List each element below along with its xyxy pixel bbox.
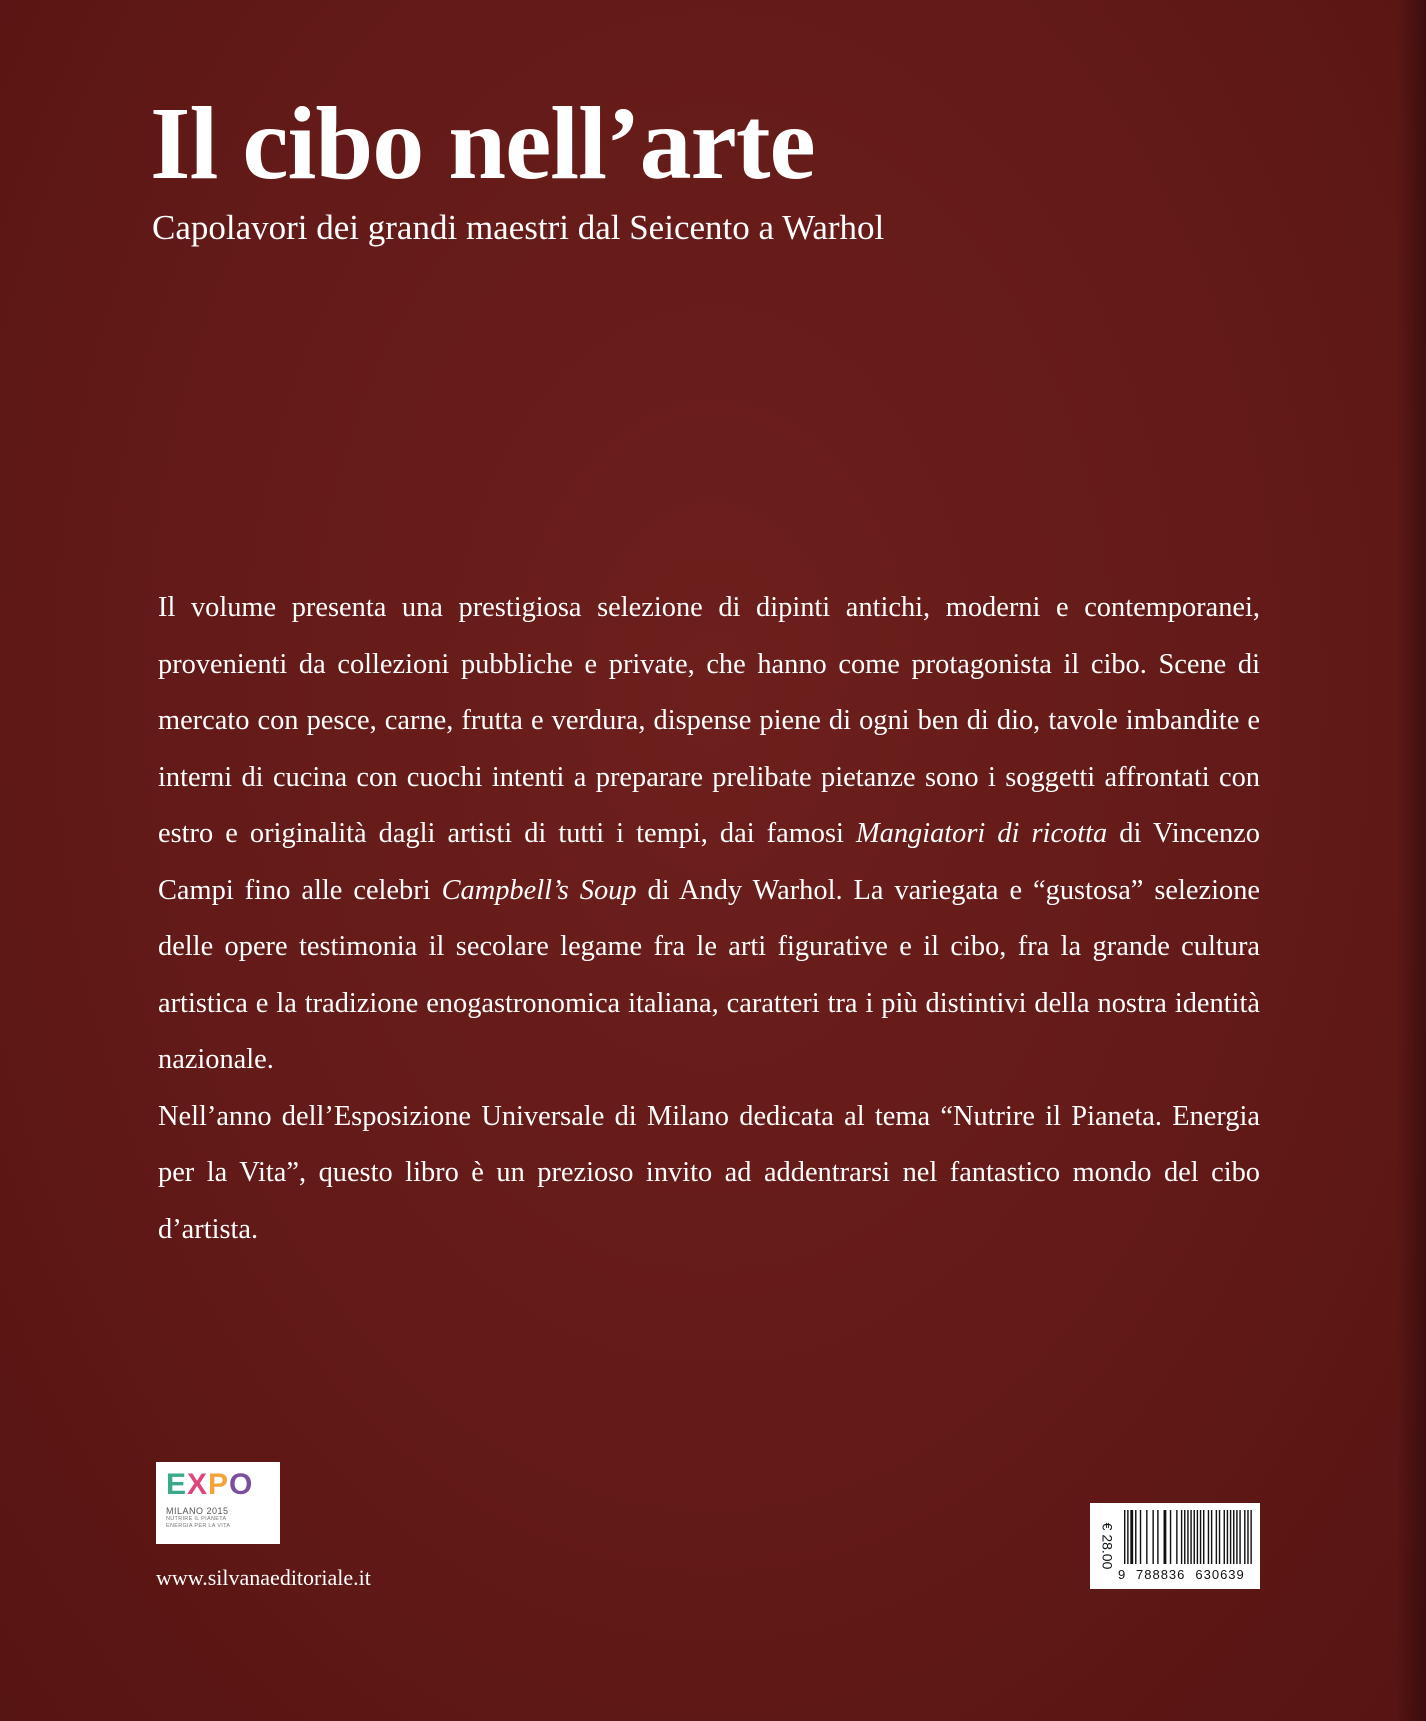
barcode-bar	[1176, 1510, 1177, 1564]
barcode-bar	[1181, 1510, 1182, 1564]
expo-theme-line: NUTRIRE IL PIANETA	[166, 1516, 227, 1522]
expo-letter: P	[208, 1468, 230, 1501]
expo-letter: E	[166, 1468, 188, 1501]
barcode-bar	[1152, 1510, 1153, 1564]
barcode-bar	[1130, 1510, 1133, 1564]
barcode-bar	[1170, 1510, 1171, 1564]
artwork-title-mangiatori: Mangiatori di ricotta	[855, 818, 1108, 849]
description-paragraph-2: Nell’anno dell’Esposizione Universale di Milano dedicata al tema “Nutrire il Pianeta. Energia per la Vita”, questo libro è un prezioso invito ad addentrarsi nel fantastico mondo del cibo d’artista.	[158, 1100, 1260, 1245]
barcode-bar	[1200, 1510, 1201, 1564]
barcode-bar	[1227, 1510, 1228, 1564]
barcode-bar	[1250, 1510, 1251, 1564]
barcode-right-digits: 630639	[1195, 1567, 1245, 1582]
barcode-bar	[1164, 1510, 1167, 1564]
barcode-bar	[1127, 1510, 1128, 1564]
expo-2015-logo	[156, 1462, 280, 1544]
expo-city-year: MILANO 2015	[166, 1506, 229, 1516]
barcode-icon	[1124, 1510, 1252, 1568]
page-edge-shadow	[1396, 0, 1426, 1721]
barcode-number	[1118, 1567, 1256, 1583]
barcode-bar	[1233, 1510, 1234, 1564]
barcode-bar	[1157, 1510, 1158, 1564]
barcode-bar	[1146, 1510, 1147, 1564]
expo-theme-line: ENERGIA PER LA VITA	[166, 1522, 231, 1529]
price-text: € 28.00	[1099, 1522, 1115, 1570]
barcode-bar	[1135, 1510, 1136, 1564]
barcode-left-digits: 788836	[1136, 1567, 1186, 1582]
description-paragraph-1	[158, 580, 1260, 1089]
description-text: Il volume presenta una prestigiosa selezione di dipinti antichi, moderni e contemporanei, provenienti da collezioni pubbliche e private, che hanno come protagonista il cibo. Scene di mercato con pesce, carne, frutta e verdura, dispense piene di ogni ben di dio, tavole imbandite e interni di cucina con cuochi intenti a preparare prelibate pietanze sono i soggetti affrontati con estro e originalità dagli artisti di tutti i tempi, dai famosi	[158, 592, 1260, 849]
barcode-bar	[1211, 1510, 1212, 1564]
book-description	[158, 580, 1260, 1258]
publisher-website: www.silvanaeditoriale.it	[156, 1565, 371, 1590]
barcode-bar	[1190, 1510, 1191, 1564]
barcode-bar	[1236, 1510, 1237, 1564]
artwork-title-campbells: Campbell’s Soup	[441, 874, 637, 906]
barcode-bar	[1244, 1510, 1245, 1564]
expo-wordmark	[166, 1470, 270, 1500]
barcode-bar	[1140, 1510, 1141, 1564]
expo-letter: O	[229, 1468, 254, 1501]
barcode-first-digit: 9	[1118, 1567, 1126, 1582]
barcode-bar	[1208, 1510, 1209, 1564]
description-text: di Vincenzo Campi fino alle celebri	[158, 818, 1260, 906]
barcode-bar	[1239, 1510, 1240, 1564]
barcode-bar	[1224, 1510, 1225, 1564]
barcode-bar	[1124, 1510, 1125, 1564]
barcode-bar	[1230, 1510, 1231, 1564]
book-subtitle: Capolavori dei grandi maestri dal Seicento a Warhol	[152, 208, 885, 247]
barcode-bar	[1219, 1510, 1220, 1564]
barcode-bar	[1194, 1510, 1195, 1564]
expo-letter: X	[187, 1468, 209, 1501]
barcode-bar	[1197, 1510, 1198, 1564]
book-title: Il cibo nell’arte	[150, 86, 815, 201]
description-text: di Andy Warhol. La variegata e “gustosa” selezione delle opere testimonia il secolare legame fra le arti figurative e il cibo, fra la grande cultura artistica e la tradizione enogastronomica italiana, caratteri tra i più distintivi della nostra identità nazionale.	[158, 874, 1261, 1075]
barcode-bar	[1247, 1510, 1248, 1564]
barcode-bar	[1216, 1510, 1217, 1564]
barcode-bar	[1187, 1510, 1188, 1564]
barcode-bar	[1203, 1510, 1204, 1564]
barcode-bar	[1184, 1510, 1185, 1564]
